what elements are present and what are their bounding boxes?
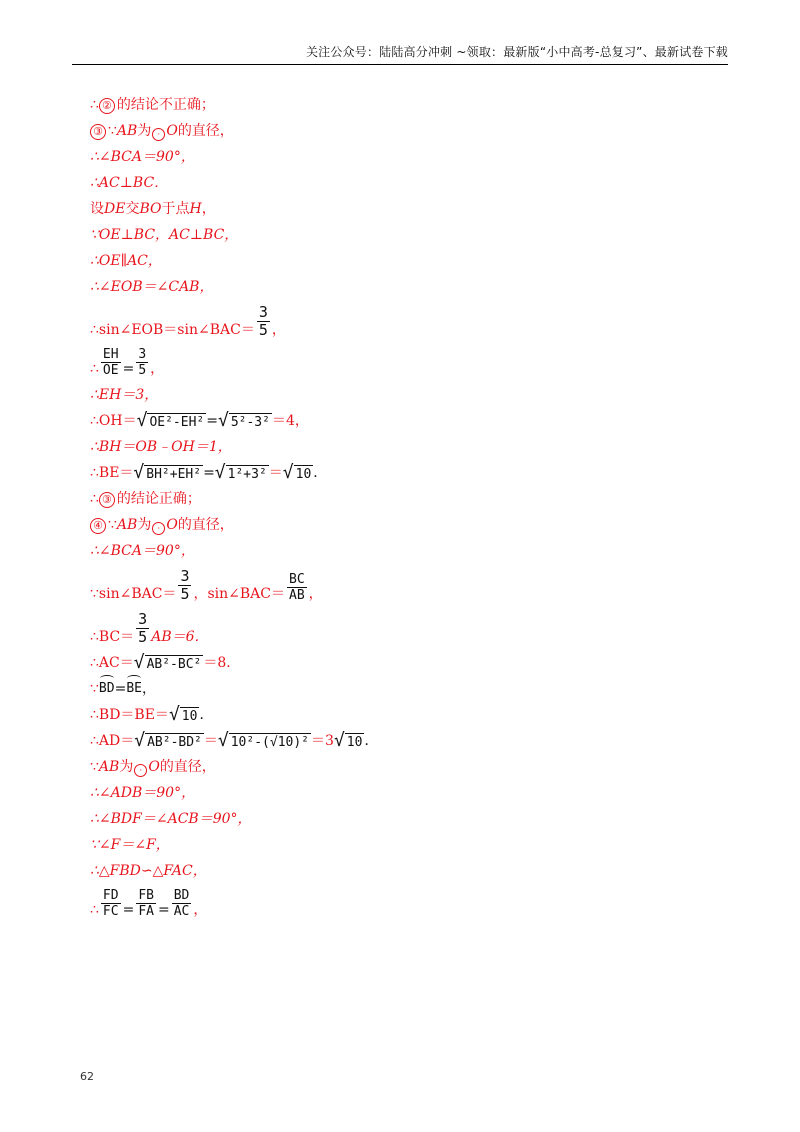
circle-symbol-icon: · [134, 764, 147, 777]
header-text: 关注公众号：陆陆高分冲刺 ~领取：最新版“小中高考-总复习”、最新试卷下载 [305, 45, 728, 59]
fraction: $\frac{EH}{OE}$ [102, 347, 119, 378]
line-1: ∴ ② 的结论不正确； [90, 97, 215, 113]
line-22: ∴BD＝BE＝ √ 10 ． [90, 704, 214, 725]
solution-content [90, 96, 730, 927]
square-root: √ AB²-BC² [133, 652, 202, 673]
line-13: ∴BH＝OB﹣OH＝1， [90, 439, 232, 455]
line-17: ∴∠BCA＝90°， [90, 543, 195, 559]
square-root: √ 1²+3² [214, 462, 267, 483]
line-11: ∴EH＝3， [90, 387, 159, 403]
square-root: √ AB²-BD² [134, 730, 202, 751]
circled-number: ③ [99, 492, 115, 508]
line-14: ∴BE＝ √ BH²+EH² = √ 1²+3² ＝ √ 10 ． [90, 462, 328, 483]
fraction: $\frac{3}{5}$ [258, 303, 268, 339]
fraction: $\frac{BC}{AB}$ [289, 572, 305, 603]
arc-bd: BD [98, 681, 115, 696]
line-29: ∴ $\frac{FD}{FC}$ = $\frac{FB}{FA}$ = $\frac{BD}{AC}$ ， [90, 888, 208, 919]
line-18: ∵sin∠BAC＝ $\frac{3}{5}$ ，sin∠BAC＝ $\frac{BC}{AB}$ ， [90, 567, 323, 603]
line-3: ∴∠BCA＝90°， [90, 149, 195, 165]
fraction: $\frac{BD}{AC}$ [173, 888, 190, 919]
circled-number: ② [99, 98, 115, 114]
circled-number: ④ [90, 518, 106, 534]
line-2: ③ ∵ AB 为 · O 的直径， [90, 122, 730, 140]
square-root: √ 10²-(√10)² [217, 730, 310, 751]
square-root: √ 10 [282, 462, 312, 483]
line-4: ∴AC⊥BC． [90, 175, 169, 191]
fraction: $\frac{3}{5}$ [138, 610, 148, 646]
square-root: √ 5²-3² [217, 410, 270, 431]
fraction: $\frac{FD}{FC}$ [102, 888, 119, 919]
square-root: √ OE²-EH² [136, 410, 205, 431]
fraction: $\frac{3}{5}$ [138, 347, 147, 378]
line-23: ∴AD＝ √ AB²-BD² ＝ √ 10²-(√10)² ＝3 √ 10 ． [90, 730, 379, 751]
line-7: ∴OE∥AC， [90, 253, 162, 269]
line-25: ∴∠ADB＝90°， [90, 785, 196, 801]
arc-be: BE [126, 681, 142, 696]
line-16: ④ ∵ AB 为 · O 的直径， [90, 516, 730, 534]
circle-symbol-icon: · [152, 522, 165, 535]
line-21: ∵ BD = BE ， [90, 681, 156, 697]
line-15: ∴ ③ 的结论正确； [90, 491, 201, 507]
circle-symbol-icon: · [152, 128, 165, 141]
line-9: ∴sin∠EOB＝sin∠BAC＝ $\frac{3}{5}$ ， [90, 303, 286, 339]
line-12: ∴OH＝ √ OE²-EH² = √ 5²-3² ＝4， [90, 410, 309, 431]
line-5: 设 DE 交 BO 于点 H ， [90, 201, 216, 217]
square-root: √ 10 [168, 704, 198, 725]
square-root: √ BH²+EH² [133, 462, 202, 483]
page-number: 62 [80, 1070, 94, 1083]
fraction: $\frac{3}{5}$ [180, 567, 190, 603]
line-10: ∴ $\frac{EH}{OE}$ = $\frac{3}{5}$ ， [90, 347, 165, 378]
page-header [72, 42, 728, 65]
line-20: ∴AC＝ √ AB²-BC² ＝8． [90, 652, 241, 673]
line-28: ∴△FBD∽△FAC， [90, 863, 207, 879]
fraction: $\frac{FB}{FA}$ [138, 888, 154, 919]
line-6: ∵OE⊥BC，AC⊥BC， [90, 227, 239, 243]
line-24: ∵ AB 为 · O 的直径， [90, 759, 216, 775]
line-8: ∴∠EOB＝∠CAB， [90, 279, 214, 295]
line-19: ∴BC＝ $\frac{3}{5}$ AB＝6． [90, 610, 209, 646]
circled-number: ③ [90, 124, 106, 140]
square-root: √ 10 [333, 730, 363, 751]
line-26: ∴∠BDF＝∠ACB＝90°， [90, 811, 252, 827]
line-27: ∵∠F＝∠F， [90, 837, 170, 853]
